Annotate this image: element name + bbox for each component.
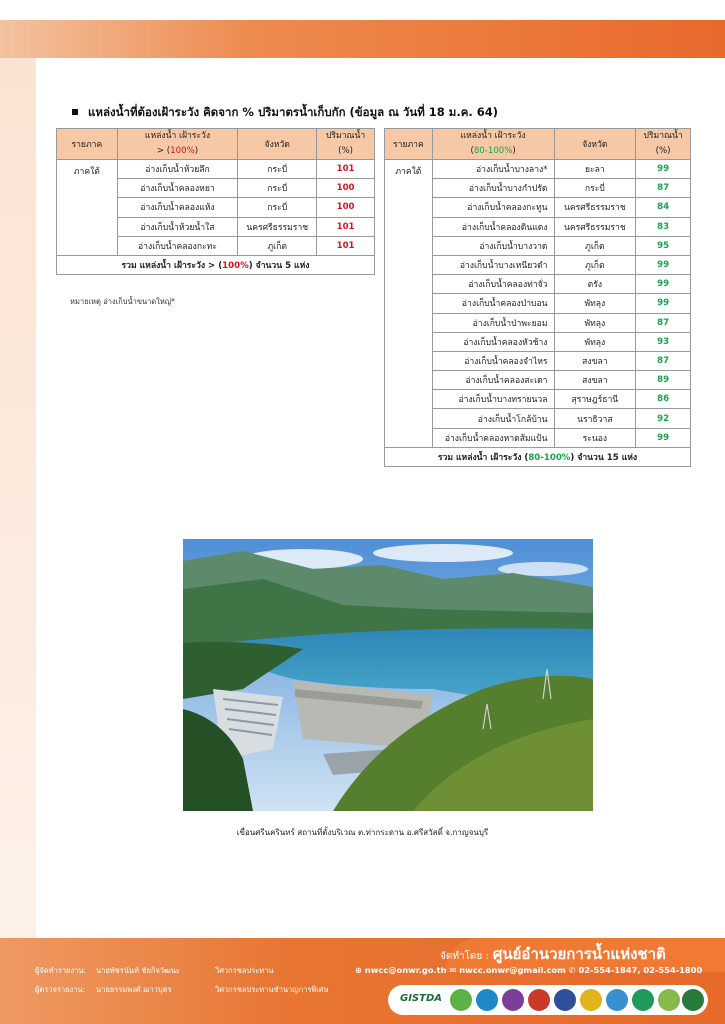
province-cell: กระบี่ [238, 179, 317, 198]
province-cell: นครศรีธรรมราช [238, 217, 317, 236]
province-cell: สงขลา [554, 351, 636, 370]
col-source-header [117, 129, 238, 160]
volume-cell: 101 [317, 236, 375, 255]
source-name-cell: อ่างเก็บน้ำคลองหาดส้มแป้น [432, 428, 554, 447]
volume-cell: 87 [636, 179, 691, 198]
footnote: หมายเหตุ อ่างเก็บน้ำขนาดใหญ่* [70, 297, 175, 306]
province-cell: กระบี่ [238, 198, 317, 217]
col-region-label: รายภาค [71, 140, 103, 150]
section-heading [72, 104, 498, 122]
province-cell: กระบี่ [238, 160, 317, 179]
source-name-cell: อ่างเก็บน้ำป่าพะยอม [432, 313, 554, 332]
table-100-percent [56, 128, 375, 275]
province-cell: ภูเก็ต [554, 255, 636, 274]
globe-icon: ⊕ [355, 965, 365, 975]
green-logo-icon [658, 989, 680, 1011]
source-name-cell: อ่างเก็บน้ำคลองป่าบอน [432, 294, 554, 313]
org-name: ศูนย์อำนวยการน้ำแห่งชาติ [492, 945, 666, 963]
badge-logo-icon [580, 989, 602, 1011]
source-name-cell: อ่างเก็บน้ำบางวาด [432, 236, 554, 255]
volume-cell: 84 [636, 198, 691, 217]
leaf-logo-icon [450, 989, 472, 1011]
col-region-label: รายภาค [393, 140, 424, 150]
sublabel-prefix: > ( [156, 146, 171, 156]
circle-logo-icon [632, 989, 654, 1011]
volume-cell: 100 [317, 179, 375, 198]
contact-text: nwcc@onwr.go.th ✉ nwcc.onwr@gmail.com ✆ 02-554-1847, 02-554-1800 [364, 965, 703, 975]
province-cell: พัทลุง [554, 294, 636, 313]
reviewer-name: นายธรรมพงศ์ ฌาวบุตร [96, 985, 172, 994]
region-cell: ภาคใต้ [57, 160, 118, 256]
org-lead: จัดทำโดย : [440, 951, 489, 962]
top-orange-band [0, 20, 725, 58]
source-name-cell: อ่างเก็บน้ำคลองหยา [117, 179, 238, 198]
table-80-100-percent [384, 128, 691, 467]
partner-logos [388, 985, 708, 1015]
reviewer-label: ผู้ตรวจรายงาน: [35, 985, 86, 994]
source-name-cell: อ่างเก็บน้ำห้วยลึก [117, 160, 238, 179]
table-row [57, 160, 375, 179]
col-province-header [238, 129, 317, 160]
summary-suffix: ) จำนวน 15 แห่ง [570, 452, 638, 463]
province-cell: สงขลา [554, 371, 636, 390]
source-name-cell: อ่างเก็บน้ำบางลาง* [432, 160, 554, 179]
table-row [385, 160, 691, 179]
province-cell: สุราษฎร์ธานี [554, 390, 636, 409]
source-name-cell: อ่างเก็บน้ำคลองหัวช้าง [432, 332, 554, 351]
volume-cell: 83 [636, 217, 691, 236]
source-name-cell: อ่างเก็บน้ำห้วยน้ำใส [117, 217, 238, 236]
photo-caption: เขื่อนศรีนครินทร์ สถานที่ตั้งบริเวณ ต.ท่ากระดาน อ.ศรีสวัสดิ์ จ.กาญจนบุรี [236, 828, 489, 837]
table-header-row [57, 129, 375, 160]
col-source-sublabel [120, 144, 236, 159]
source-name-cell: อ่างเก็บน้ำคลองกะทูน [432, 198, 554, 217]
col-region-header [57, 129, 118, 160]
volume-cell: 87 [636, 313, 691, 332]
water-logo-icon [476, 989, 498, 1011]
summary-percent: 80-100% [528, 452, 571, 463]
org-title [440, 942, 666, 966]
forest-logo-icon [682, 989, 704, 1011]
left-edge-decoration [0, 58, 36, 938]
wave-logo-icon [606, 989, 628, 1011]
source-name-cell: อ่างเก็บน้ำคลองจำไหร [432, 351, 554, 370]
volume-cell: 100 [317, 198, 375, 217]
source-name-cell: อ่างเก็บน้ำบางเหนียวดำ [432, 255, 554, 274]
source-name-cell: อ่างเก็บน้ำคลองกะทะ [117, 236, 238, 255]
crest-logo-icon [554, 989, 576, 1011]
reporter-label: ผู้จัดทำรายงาน: [35, 966, 86, 975]
table-header-row [385, 129, 691, 160]
source-name-cell: อ่างเก็บน้ำบางทรายนวล [432, 390, 554, 409]
volume-cell: 99 [636, 428, 691, 447]
summary-suffix: ) จำนวน 5 แห่ง [248, 261, 310, 272]
volume-cell: 95 [636, 236, 691, 255]
dam-photo [183, 539, 593, 811]
sublabel-percent: 80-100% [473, 146, 513, 156]
sublabel-prefix: ( [470, 146, 474, 156]
col-region-header [385, 129, 433, 160]
seal-logo-icon [528, 989, 550, 1011]
col-province-header [554, 129, 636, 160]
province-cell: พัทลุง [554, 313, 636, 332]
col-volume-unit: (%) [655, 146, 671, 156]
volume-cell: 99 [636, 294, 691, 313]
contact-line [355, 965, 702, 975]
volume-cell: 101 [317, 160, 375, 179]
sublabel-suffix: ) [194, 146, 199, 156]
province-cell: ภูเก็ต [554, 236, 636, 255]
volume-cell: 101 [317, 217, 375, 236]
col-source-header [432, 129, 554, 160]
col-volume-unit: (%) [338, 146, 353, 156]
col-source-sublabel [435, 144, 552, 159]
volume-cell: 92 [636, 409, 691, 428]
dam-photo-illustration [183, 539, 593, 811]
province-cell: นครศรีธรรมราช [554, 217, 636, 236]
section-heading-text: แหล่งน้ำที่ต้องเฝ้าระวัง คิดจาก % ปริมาตรน้ำเก็บกัก (ข้อมูล ณ วันที่ 18 ม.ค. 64) [88, 105, 499, 119]
top-banner [0, 0, 725, 62]
sublabel-percent: 100% [170, 146, 195, 156]
summary-cell [57, 255, 375, 274]
bullet-icon [72, 109, 78, 115]
col-volume-header [317, 129, 375, 160]
summary-prefix: รวม แหล่งน้ำ เฝ้าระวัง ( [437, 452, 529, 463]
volume-cell: 86 [636, 390, 691, 409]
summary-cell [385, 447, 691, 466]
source-name-cell: อ่างเก็บน้ำคลองท่าจั่ว [432, 275, 554, 294]
reviewer-role: วิศวกรชลประทานชำนาญการพิเศษ [215, 985, 329, 994]
province-cell: พัทลุง [554, 332, 636, 351]
col-province-label: จังหวัด [264, 140, 290, 150]
province-cell: นครศรีธรรมราช [554, 198, 636, 217]
col-volume-label: ปริมาณน้ำ [643, 131, 683, 141]
source-name-cell: อ่างเก็บน้ำบางกำปรัด [432, 179, 554, 198]
volume-cell: 99 [636, 275, 691, 294]
province-cell: นราธิวาส [554, 409, 636, 428]
emblem-logo-icon [502, 989, 524, 1011]
gistda-logo: GISTDA [400, 993, 442, 1004]
volume-cell: 99 [636, 255, 691, 274]
source-name-cell: อ่างเก็บน้ำคลองสะเดา [432, 371, 554, 390]
province-cell: ยะลา [554, 160, 636, 179]
volume-cell: 99 [636, 160, 691, 179]
volume-cell: 89 [636, 371, 691, 390]
col-volume-label: ปริมาณน้ำ [325, 131, 366, 141]
volume-cell: 87 [636, 351, 691, 370]
col-source-label: แหล่งน้ำ เฝ้าระวัง [460, 131, 526, 141]
province-cell: ระนอง [554, 428, 636, 447]
province-cell: กระบี่ [554, 179, 636, 198]
summary-prefix: รวม แหล่งน้ำ เฝ้าระวัง > ( [121, 261, 223, 272]
summary-row [385, 447, 691, 466]
summary-percent: 100% [222, 261, 249, 272]
reporter-name: นายพัชรนันท์ ชัยกิจวัฒนะ [96, 966, 180, 975]
volume-cell: 93 [636, 332, 691, 351]
source-name-cell: อ่างเก็บน้ำโกล้บ้าน [432, 409, 554, 428]
col-source-label: แหล่งน้ำ เฝ้าระวัง [144, 131, 211, 141]
reporter-role: วิศวกรชลประทาน [215, 966, 274, 975]
sublabel-suffix: ) [512, 146, 516, 156]
province-cell: ตรัง [554, 275, 636, 294]
summary-row [57, 255, 375, 274]
col-province-label: จังหวัด [582, 140, 608, 150]
col-volume-header [636, 129, 691, 160]
region-cell: ภาคใต้ [385, 160, 433, 448]
province-cell: ภูเก็ต [238, 236, 317, 255]
source-name-cell: อ่างเก็บน้ำคลองดินแดง [432, 217, 554, 236]
source-name-cell: อ่างเก็บน้ำคลองแห้ง [117, 198, 238, 217]
